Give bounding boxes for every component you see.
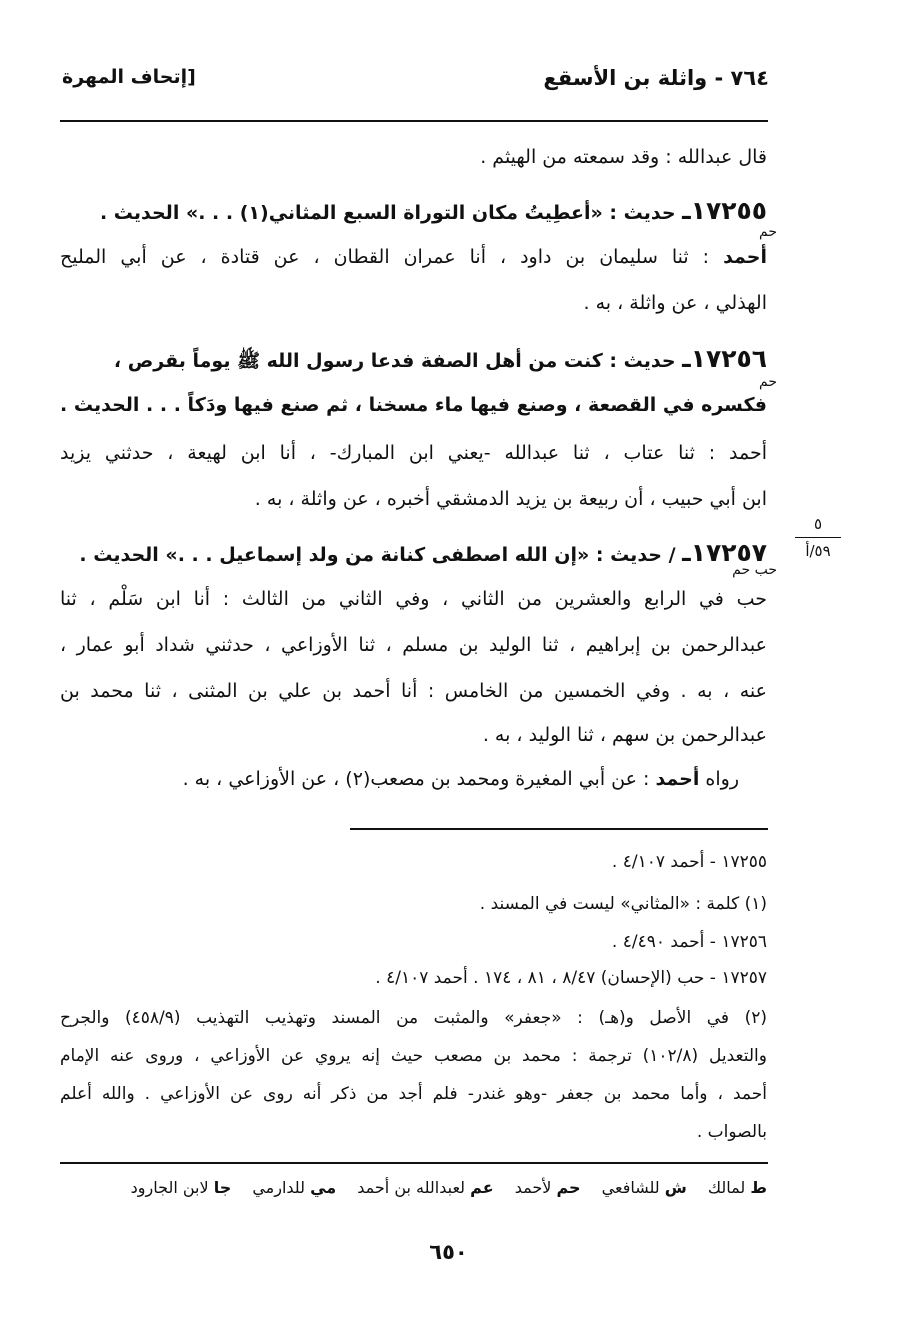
legend-text: لأحمد	[514, 1178, 557, 1197]
legend-code: حم	[556, 1178, 581, 1197]
legend-code: جا	[213, 1178, 232, 1197]
hadith-number: ١٧٢٥٧ـ	[682, 538, 767, 567]
hadith-heading-17255	[100, 196, 767, 225]
body-line	[183, 768, 739, 790]
source-siglum: حب حم	[732, 562, 777, 578]
legend-rule	[60, 1162, 768, 1164]
folio-divider	[795, 537, 841, 538]
text-run: رواه	[699, 768, 739, 790]
folio-index: ٥	[813, 515, 823, 533]
footnote-line: بالصواب .	[696, 1122, 767, 1142]
body-line: الهذلي ، عن واثلة ، به .	[583, 292, 767, 314]
legend-code: مي	[310, 1178, 337, 1197]
legend-text: للشافعي	[601, 1178, 665, 1197]
body-line: حب في الرابع والعشرين من الثاني ، وفي الثاني من الثالث : أنا ابن سَلْم ، ثنا	[60, 588, 767, 610]
folio-number: ٥٩/أ	[805, 542, 831, 560]
hadith-heading-17256	[114, 344, 767, 377]
body-line: قال عبدالله : وقد سمعته من الهيثم .	[480, 146, 767, 168]
running-header-title: ٧٦٤ - واثلة بن الأسقع	[543, 66, 769, 90]
source-siglum: حم	[759, 224, 777, 240]
footnote-line: (٢) في الأصل و(هـ) : «جعفر» والمثبت من المسند وتهذيب التهذيب (٤٥٨/٩) والجرح	[60, 1008, 767, 1028]
legend-code: عم	[470, 1178, 494, 1197]
hadith-number: ١٧٢٥٦ـ	[682, 344, 767, 373]
footnote-line: والتعديل (١٠٢/٨) ترجمة : محمد بن مصعب حيث إنه يروي عن الأوزاعي ، وروى عنه الإمام	[60, 1046, 767, 1066]
hadith-number: ١٧٢٥٥ـ	[682, 196, 767, 225]
source-name: أحمد	[655, 768, 700, 790]
body-line: أحمد : ثنا عتاب ، ثنا عبدالله -يعني ابن المبارك- ، أنا ابن لهيعة ، حدثني يزيد	[60, 442, 767, 464]
legend-item	[602, 1178, 687, 1197]
body-line: عبدالرحمن بن سهم ، ثنا الوليد ، به .	[482, 724, 767, 746]
sigla-legend	[115, 1178, 767, 1197]
legend-item	[131, 1178, 232, 1197]
legend-code: ش	[664, 1178, 687, 1197]
manuscript-folio-marker	[795, 515, 841, 560]
body-line	[60, 246, 767, 268]
legend-text: للدارمي	[252, 1178, 311, 1197]
hadith-title: / حديث : «إن الله اصطفى كنانة من ولد إسماعيل . . .» الحديث .	[79, 544, 683, 566]
legend-item	[252, 1178, 336, 1197]
legend-text: لابن الجارود	[130, 1178, 214, 1197]
page-number: ٦٥٠	[429, 1240, 468, 1264]
text-run: : عن أبي المغيرة ومحمد بن مصعب(٢) ، عن الأوزاعي ، به .	[182, 768, 656, 790]
footnote-line: ١٧٢٥٧ - حب (الإحسان) ٨/٤٧ ، ٨١ ، ١٧٤ . أحمد ٤/١٠٧ .	[375, 968, 767, 988]
legend-item	[515, 1178, 581, 1197]
source-siglum: حم	[759, 374, 777, 390]
legend-text: لعبدالله بن أحمد	[357, 1178, 471, 1197]
isnad-text: : ثنا سليمان بن داود ، أنا عمران القطان ، عن قتادة ، عن أبي المليح	[60, 246, 724, 268]
hadith-title: حديث : «أعطِيتُ مكان التوراة السبع المثاني(١) . . .» الحديث .	[99, 202, 683, 224]
hadith-title: حديث : كنت من أهل الصفة فدعا رسول الله ﷺ يوماً بقرص ،	[113, 350, 683, 372]
source-name: أحمد	[723, 246, 767, 268]
legend-text: لمالك	[707, 1178, 751, 1197]
footnote-line: أحمد ، وأما محمد بن جعفر -وهو غندر- فلم أجد من ذكر أنه روى عن الأوزاعي . والله أعلم	[60, 1084, 767, 1104]
body-line: عنه ، به . وفي الخمسين من الخامس : أنا أحمد بن علي بن المثنى ، ثنا محمد بن	[60, 680, 767, 702]
header-rule	[60, 120, 768, 122]
legend-item	[357, 1178, 493, 1197]
footnote-line: ١٧٢٥٦ - أحمد ٤/٤٩٠ .	[611, 932, 767, 952]
legend-code: ط	[750, 1178, 767, 1197]
legend-item	[708, 1178, 767, 1197]
footnote-line: ١٧٢٥٥ - أحمد ٤/١٠٧ .	[611, 852, 767, 872]
body-line: فكسره في القصعة ، وصنع فيها ماء مسخنا ، ثم صنع فيها ودَكاً . . . الحديث .	[60, 394, 767, 416]
footnote-line: (١) كلمة : «المثاني» ليست في المسند .	[479, 894, 767, 914]
running-header-book: [إتحاف المهرة	[62, 66, 196, 88]
footnote-rule	[350, 828, 768, 830]
body-line: عبدالرحمن بن إبراهيم ، ثنا الوليد بن مسلم ، ثنا الأوزاعي ، حدثني شداد أبو عمار ،	[60, 634, 767, 656]
hadith-heading-17257	[79, 538, 767, 567]
body-line: ابن أبي حبيب ، أن ربيعة بن يزيد الدمشقي أخبره ، عن واثلة ، به .	[254, 488, 767, 510]
